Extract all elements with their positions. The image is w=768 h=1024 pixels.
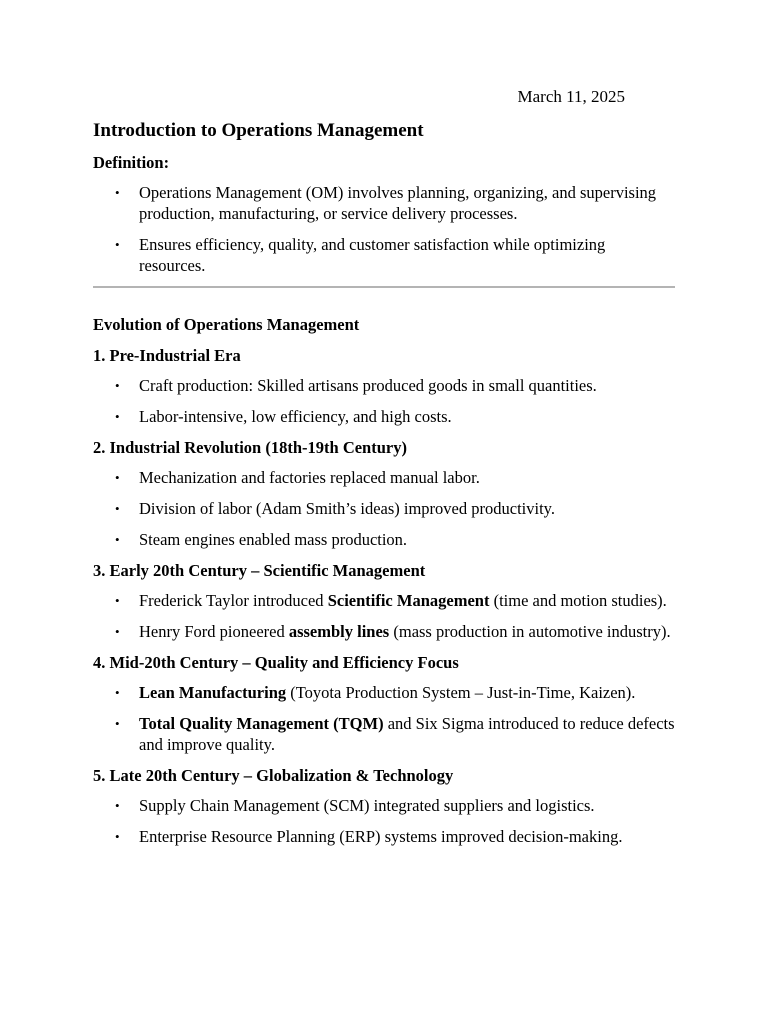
emphasis-text: Scientific Management — [327, 591, 490, 610]
bullet-icon: • — [115, 624, 120, 639]
bullet-icon: • — [115, 409, 120, 424]
emphasis-text: Total Quality Management (TQM) — [139, 714, 384, 733]
emphasis-text: assembly lines — [288, 622, 390, 641]
bullet-icon: • — [115, 378, 120, 393]
document-date: March 11, 2025 — [517, 87, 625, 106]
bullet-icon: • — [115, 829, 120, 844]
definition-label: Definition: — [93, 153, 170, 172]
list-item: • Division of labor (Adam Smith’s ideas) improved productivity. — [115, 499, 555, 518]
evolution-heading: Evolution of Operations Management — [93, 315, 360, 334]
bullet-icon: • — [115, 685, 120, 700]
era-list — [93, 467, 675, 550]
bullet-icon: • — [115, 593, 120, 608]
section-divider — [93, 286, 675, 288]
era-heading: 2. Industrial Revolution (18th-19th Century) — [93, 438, 407, 457]
era-list — [93, 590, 675, 642]
bullet-icon: • — [115, 185, 120, 200]
era-list — [93, 682, 675, 755]
list-item: • Enterprise Resource Planning (ERP) systems improved decision-making. — [115, 827, 623, 846]
document-page — [93, 86, 675, 857]
bullet-icon: • — [115, 470, 120, 485]
definition-list — [93, 182, 675, 276]
list-item: • Henry Ford pioneered assembly lines (mass production in automotive industry). — [115, 622, 671, 641]
list-item: • Lean Manufacturing (Toyota Production System – Just-in-Time, Kaizen). — [115, 683, 636, 702]
bullet-icon: • — [115, 798, 120, 813]
list-item: • Ensures efficiency, quality, and customer satisfaction while optimizing resources. — [115, 235, 606, 275]
bullet-icon: • — [115, 532, 120, 547]
bullet-icon: • — [115, 716, 120, 731]
era-heading: 3. Early 20th Century – Scientific Management — [93, 561, 426, 580]
list-item: • Labor-intensive, low efficiency, and high costs. — [115, 407, 452, 426]
list-item: • Craft production: Skilled artisans produced goods in small quantities. — [115, 376, 597, 395]
list-item: • Frederick Taylor introduced Scientific Management (time and motion studies). — [115, 591, 667, 610]
era-list — [93, 375, 675, 427]
emphasis-text: Lean Manufacturing — [139, 683, 287, 702]
document-title: Introduction to Operations Management — [93, 120, 424, 141]
era-heading: 5. Late 20th Century – Globalization & Technology — [93, 766, 454, 785]
list-item: • Mechanization and factories replaced manual labor. — [115, 468, 480, 487]
era-heading: 1. Pre-Industrial Era — [93, 346, 241, 365]
bullet-icon: • — [115, 501, 120, 516]
era-list — [93, 795, 675, 847]
list-item: • Steam engines enabled mass production. — [115, 530, 408, 549]
list-item: • Total Quality Management (TQM) and Six Sigma introduced to reduce defects and improve quality. — [115, 714, 675, 754]
bullet-icon: • — [115, 237, 120, 252]
era-heading: 4. Mid-20th Century – Quality and Efficiency Focus — [93, 653, 459, 672]
list-item: • Supply Chain Management (SCM) integrated suppliers and logistics. — [115, 796, 595, 815]
list-item: • Operations Management (OM) involves planning, organizing, and supervising production, manufacturing, or service delivery processes. — [115, 183, 657, 223]
